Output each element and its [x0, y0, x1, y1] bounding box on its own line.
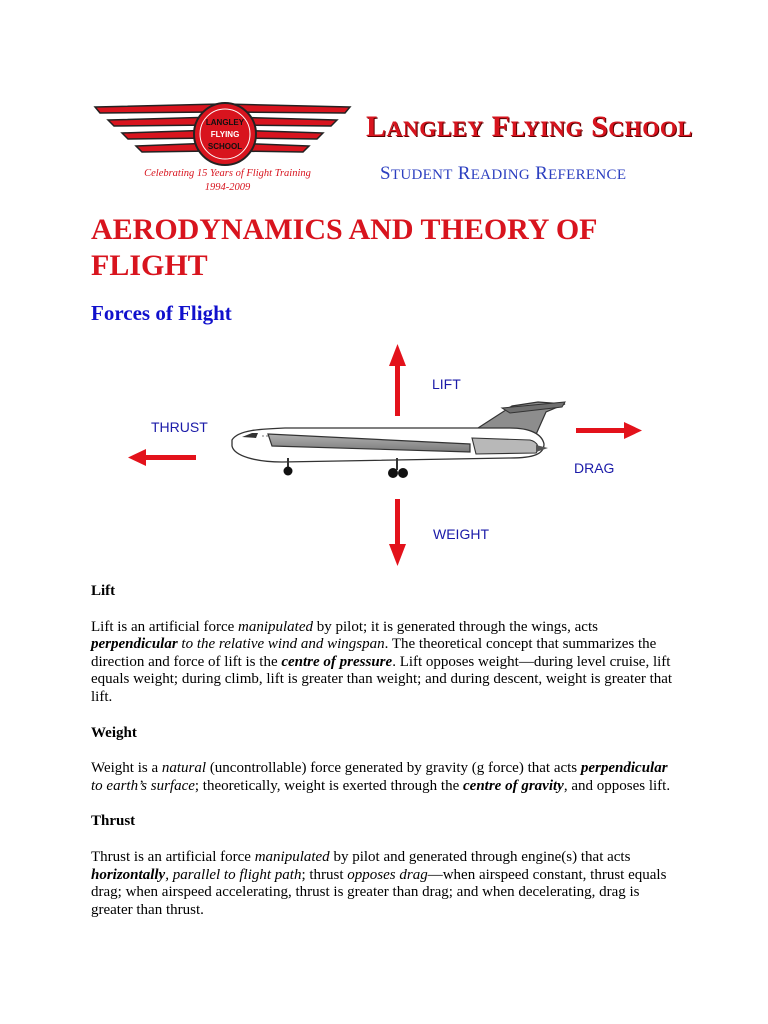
subtitle-w2-cap: R [457, 163, 471, 184]
drag-arrow [576, 422, 642, 439]
subtitle-w3-cap: R [535, 163, 549, 184]
lift-t6: . The theoretical concept that summarizes the direction and force of lift is the [91, 636, 657, 670]
body-text [91, 583, 681, 919]
school-name [366, 110, 693, 144]
school-name-w3-rest: CHOOL [608, 116, 693, 141]
document-subtitle [380, 163, 626, 185]
thrust-t4: horizontally [91, 866, 166, 883]
thrust-t2: manipulated [254, 848, 330, 865]
logo-badge-line3: SCHOOL [207, 142, 243, 151]
lift-label: LIFT [432, 376, 461, 392]
lift-t8: . Lift opposes weight—during level cruise, lift equals weight; during climb, lift is greater than weight; and during descent, weight is greater that lift. [91, 653, 673, 705]
logo-tagline [140, 167, 315, 195]
thrust-t1: Thrust is an artificial force [91, 848, 255, 865]
subtitle-w2-rest: EADING [470, 167, 531, 183]
weight-t2: natural [161, 760, 207, 777]
lift-paragraph [91, 619, 681, 707]
weight-t7: centre of gravity [463, 777, 564, 794]
weight-t5: to earth’s surface [91, 777, 195, 794]
weight-paragraph [91, 760, 681, 795]
weight-t6: ; theoretically, weight is exerted through the [194, 777, 464, 794]
lift-t2: manipulated [238, 618, 314, 635]
school-name-w3-cap: S [591, 110, 609, 143]
section-title: Forces of Flight [91, 301, 232, 325]
weight-t8: , and opposes lift. [563, 777, 671, 794]
forces-diagram [110, 336, 670, 576]
lift-t5: to the relative wind and wingspan [177, 636, 385, 653]
thrust-t3: by pilot and generated through engine(s) that acts [329, 848, 631, 865]
thrust-t7: opposes drag [347, 866, 428, 883]
weight-t1: Weight is a [91, 760, 162, 777]
lift-t3: by pilot; it is generated through the wings, acts [313, 618, 598, 635]
logo-tagline-line1: Celebrating 15 Years of Flight Training [144, 168, 311, 179]
thrust-paragraph [91, 849, 681, 919]
logo-badge-line1: LANGLEY [205, 118, 245, 127]
thrust-label: THRUST [151, 419, 208, 435]
thrust-t6: ; thrust [301, 866, 348, 883]
subtitle-w1-cap: S [380, 163, 391, 184]
lift-t4: perpendicular [91, 636, 178, 653]
page-title: AERODYNAMICS AND THEORY OF FLIGHT [91, 213, 597, 282]
lift-t1: Lift is an artificial force [91, 618, 239, 635]
weight-arrow [389, 499, 406, 566]
thrust-t8: —when airspeed constant, thrust equals drag; when airspeed accelerating, thrust is greater than drag; and when decelerating, drag is greater than thrust. [91, 866, 667, 918]
subtitle-w1-rest: TUDENT [390, 167, 453, 183]
school-name-w2-rest: LYING [510, 116, 584, 141]
school-name-w1-cap: L [366, 110, 387, 143]
weight-heading: Weight [91, 724, 137, 741]
lift-arrow [389, 344, 406, 416]
weight-label: WEIGHT [433, 526, 489, 542]
thrust-arrow [128, 449, 196, 466]
weight-t3: (uncontrollable) force generated by gravity (g force) that acts [206, 760, 581, 777]
lift-heading: Lift [91, 583, 116, 599]
school-name-w1-rest: ANGLEY [386, 116, 484, 141]
document-header [0, 0, 768, 210]
thrust-t5: , parallel to flight path [165, 866, 302, 883]
subtitle-w3-rest: EFERENCE [548, 167, 627, 183]
thrust-heading: Thrust [91, 813, 136, 830]
logo-badge-line2: FLYING [210, 130, 240, 139]
logo-tagline-line2: 1994-2009 [204, 182, 251, 193]
school-name-w2-cap: F [491, 110, 511, 143]
lift-t7: centre of pressure [281, 653, 393, 670]
weight-t4: perpendicular [580, 760, 668, 777]
logo-badge [194, 103, 256, 165]
drag-label: DRAG [574, 460, 615, 476]
